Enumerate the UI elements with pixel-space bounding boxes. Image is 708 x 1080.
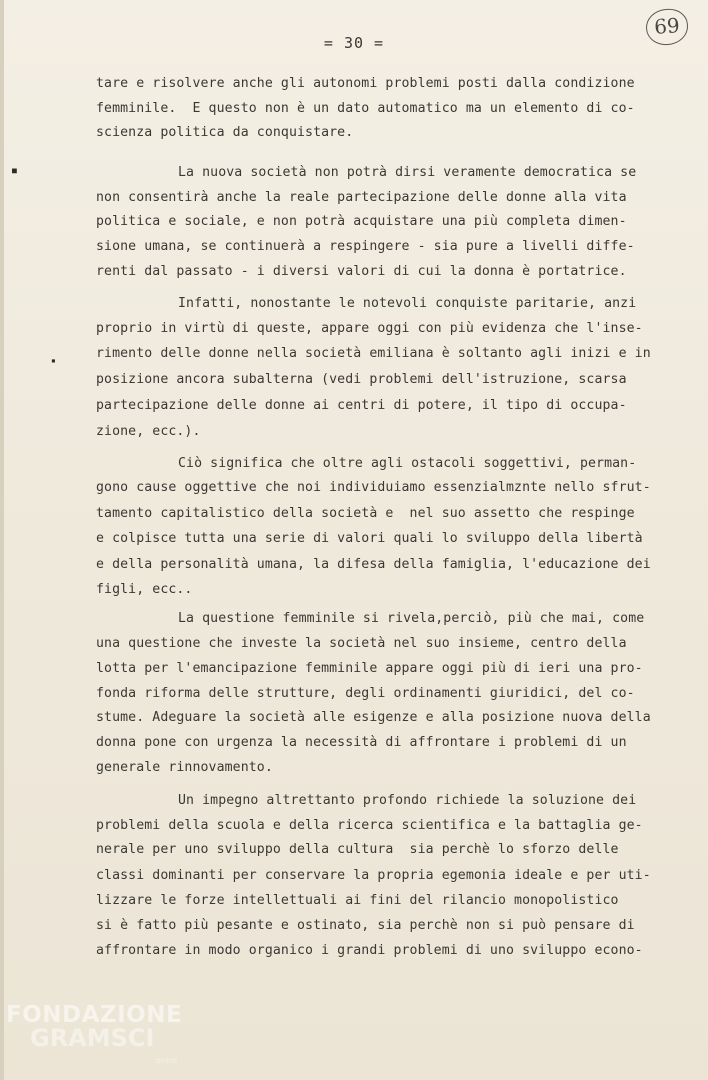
watermark-line-2: GRAMSCI xyxy=(30,1024,155,1052)
text-line: sione umana, se continuerà a respingere - sia pure a livelli diffe- xyxy=(96,239,635,254)
text-line: scienza politica da conquistare. xyxy=(96,125,354,140)
text-line: e della personalità umana, la difesa della famiglia, l'educazione dei xyxy=(96,557,651,572)
page-number: = 30 = xyxy=(323,34,385,52)
text-line: politica e sociale, e non potrà acquistare una più completa dimen- xyxy=(96,214,627,229)
text-line: La questione femminile si rivela,perciò, più che mai, come xyxy=(178,611,645,626)
text-line: Infatti, nonostante le notevoli conquiste paritarie, anzi xyxy=(178,296,637,311)
text-line: una questione che investe la società nel suo insieme, centro della xyxy=(96,636,627,651)
text-line: non consentirà anche la reale partecipazione delle donne alla vita xyxy=(96,190,627,205)
watermark-line-1: FONDAZIONE xyxy=(6,1002,183,1028)
archive-number-stamp: 69 xyxy=(645,8,689,47)
text-line: tamento capitalistico della società e nel suo assetto che respinge xyxy=(96,506,635,521)
text-line: tare e risolvere anche gli autonomi problemi posti dalla condizione xyxy=(96,76,635,91)
text-line: si è fatto più pesante e ostinato, sia perchè non si può pensare di xyxy=(96,918,635,933)
text-line: Un impegno altrettanto profondo richiede la soluzione dei xyxy=(178,793,637,808)
watermark-line-3: onlus xyxy=(156,1056,178,1065)
text-line: renti dal passato - i diversi valori di cui la donna è portatrice. xyxy=(96,264,627,279)
text-line: e colpisce tutta una serie di valori quali lo sviluppo della libertà xyxy=(96,531,643,546)
text-line: Ciò significa che oltre agli ostacoli soggettivi, perman- xyxy=(178,456,637,471)
margin-mark-icon: ■ xyxy=(12,166,17,175)
text-line: figli, ecc.. xyxy=(96,582,193,597)
text-line: partecipazione delle donne ai centri di potere, il tipo di occupa- xyxy=(96,398,627,413)
text-line: donna pone con urgenza la necessità di affrontare i problemi di un xyxy=(96,735,627,750)
text-line: proprio in virtù di queste, appare oggi con più evidenza che l'inse- xyxy=(96,321,643,336)
text-line: femminile. E questo non è un dato automatico ma un elemento di co- xyxy=(96,101,635,116)
text-line: classi dominanti per conservare la propria egemonia ideale e per uti- xyxy=(96,868,651,883)
text-line: problemi della scuola e della ricerca scientifica e la battaglia ge- xyxy=(96,818,643,833)
text-line: rimento delle donne nella società emiliana è soltanto agli inizi e in xyxy=(96,346,651,361)
text-line: lotta per l'emancipazione femminile appare oggi più di ieri una pro- xyxy=(96,661,643,676)
margin-mark-icon: ▪ xyxy=(51,356,56,365)
text-line: affrontare in modo organico i grandi problemi di uno sviluppo econo- xyxy=(96,943,643,958)
text-line: La nuova società non potrà dirsi veramente democratica se xyxy=(178,165,637,180)
text-line: posizione ancora subalterna (vedi problemi dell'istruzione, scarsa xyxy=(96,372,627,387)
text-line: gono cause oggettive che noi individuiamo essenzialmznte nello sfrut- xyxy=(96,480,651,495)
archive-watermark xyxy=(6,1002,206,1076)
text-line: fonda riforma delle strutture, degli ordinamenti giuridici, del co- xyxy=(96,686,635,701)
text-line: zione, ecc.). xyxy=(96,424,201,439)
text-line: generale rinnovamento. xyxy=(96,760,273,775)
text-line: nerale per uno sviluppo della cultura sia perchè lo sforzo delle xyxy=(96,842,619,857)
text-line: lizzare le forze intellettuali ai fini del rilancio monopolistico xyxy=(96,893,619,908)
text-line: stume. Adeguare la società alle esigenze e alla posizione nuova della xyxy=(96,710,651,725)
